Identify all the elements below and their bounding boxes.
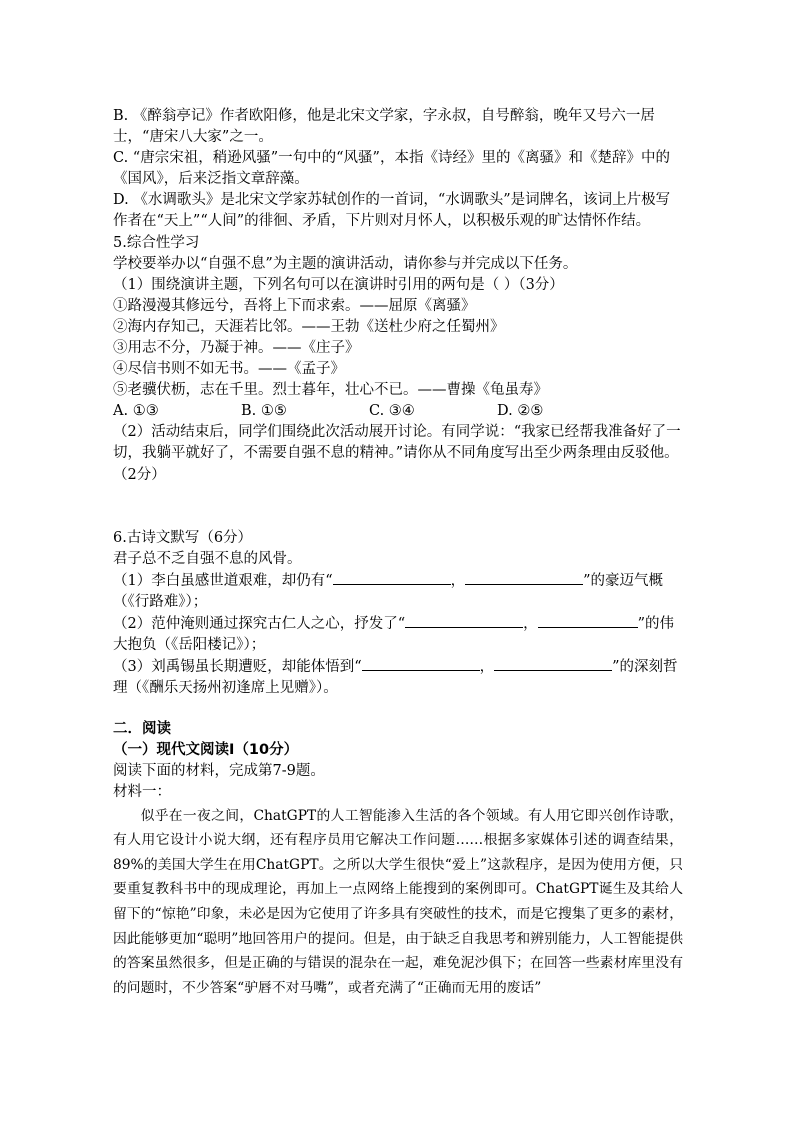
blank-3a[interactable]: [362, 656, 480, 671]
quote-2: ②海内存知己，天涯若比邻。——王勃《送杜少府之任蜀州》: [113, 318, 505, 335]
spacer: [113, 699, 683, 719]
q6-title: 6.古诗文默写（6分）: [113, 529, 253, 546]
quote-1: ①路漫漫其修远兮，吾将上下而求索。——屈原《离骚》: [113, 297, 476, 314]
q5-title: 5.综合性学习: [113, 234, 200, 251]
answer-space: [113, 486, 683, 528]
choice-b: B. ①⑤: [241, 403, 287, 420]
material-text: 似乎在一夜之间，ChatGPT的人工智能渗入生活的各个领域。有人用它即兴创作诗歌，有人用它设计小说大纲，还有程序员用它解决工作问题……根据多家媒体引述的调查结果，89%的美国大学生在用ChatGPT。之所以大学生很快“爱上”这款程序，是因为使用方便，只要重复教科书中的现成理论，再加上一点网络上能搜到的案例即可。ChatGPT诞生及其给人留下的“惊艳”印象，未必是因为它使用了许多具有突破性的技术，而是它搜集了更多的素材，因此能够更加“聪明”地回答用户的提问。但是，由于缺乏自我思考和辨别能力，人工智能提供的答案虽然很多，但是正确的与错误的混杂在一起，难免泥沙俱下；在回答一些素材库里没有的问题时，不少答案“驴唇不对马嘴”，或者充满了“正确而无用的废话”: [113, 807, 683, 996]
section-subtitle: （一）现代文阅读Ⅰ（10分）: [113, 742, 299, 759]
choice-c: C. ③④: [369, 403, 415, 420]
q5-sub2: （2）活动结束后，同学们围绕此次活动展开讨论。有同学说：“我家已经帮我准备好了一切，我躺平就好了，不需要自强不息的精神。”请你从不同角度写出至少两条理由反驳他。（2分）: [113, 424, 681, 483]
q5-choices: [113, 401, 683, 422]
blank-3b[interactable]: [494, 656, 612, 671]
blank-2a[interactable]: [405, 613, 523, 628]
page-content: [113, 106, 683, 1000]
q6-item-1: （1）李白虽感世道艰难，却仍有“ ， ”的豪迈气概（《行路难》）；: [113, 570, 683, 613]
q5-sub1: （1）围绕演讲主题，下列名句可以在演讲时引用的两句是（ ）（3分）: [113, 276, 564, 293]
choice-d: D. ②⑤: [497, 403, 544, 420]
blank-1a[interactable]: [333, 570, 451, 585]
q5-intro: 学校要举办以“自强不息”为主题的演讲活动，请你参与并完成以下任务。: [113, 255, 578, 272]
option-b: B. 《醉翁亭记》作者欧阳修，他是北宋文学家，字永叔，自号醉翁，晚年又号六一居士，“唐宋八大家”之一。: [113, 108, 655, 146]
q6-item-3: （3）刘禹锡虽长期遭贬，却能体悟到“ ， ”的深刻哲理（《酬乐天扬州初逢席上见赠》）。: [113, 656, 683, 699]
q6-intro: 君子总不乏自强不息的风骨。: [113, 550, 302, 567]
quote-4: ④尽信书则不如无书。——《孟子》: [113, 361, 345, 378]
blank-1b[interactable]: [465, 570, 583, 585]
blank-2b[interactable]: [538, 613, 638, 628]
option-d: D. 《水调歌头》是北宋文学家苏轼创作的一首词，“水调歌头”是词牌名，该词上片极写作者在“天上”“人间”的徘徊、矛盾，下片则对月怀人，以积极乐观的旷达情怀作结。: [113, 192, 671, 230]
quote-3: ③用志不分，乃凝于神。——《庄子》: [113, 340, 360, 357]
section-title: 二．阅读: [113, 721, 171, 738]
material-label: 材料一：: [113, 784, 171, 801]
choice-a: A. ①③: [113, 403, 159, 420]
option-c: C. “唐宗宋祖，稍逊风骚”一句中的“风骚”，本指《诗经》里的《离骚》和《楚辞》中的《国风》，后来泛指文章辞藻。: [113, 150, 670, 188]
q6-item-2: （2）范仲淹则通过探究古仁人之心，抒发了“ ， ”的伟大抱负（《岳阳楼记》）；: [113, 613, 683, 656]
reading-instruction: 阅读下面的材料，完成第7-9题。: [113, 763, 325, 780]
quote-5: ⑤老骥伏枥，志在千里。烈士暮年，壮心不已。——曹操《龟虽寿》: [113, 382, 548, 399]
